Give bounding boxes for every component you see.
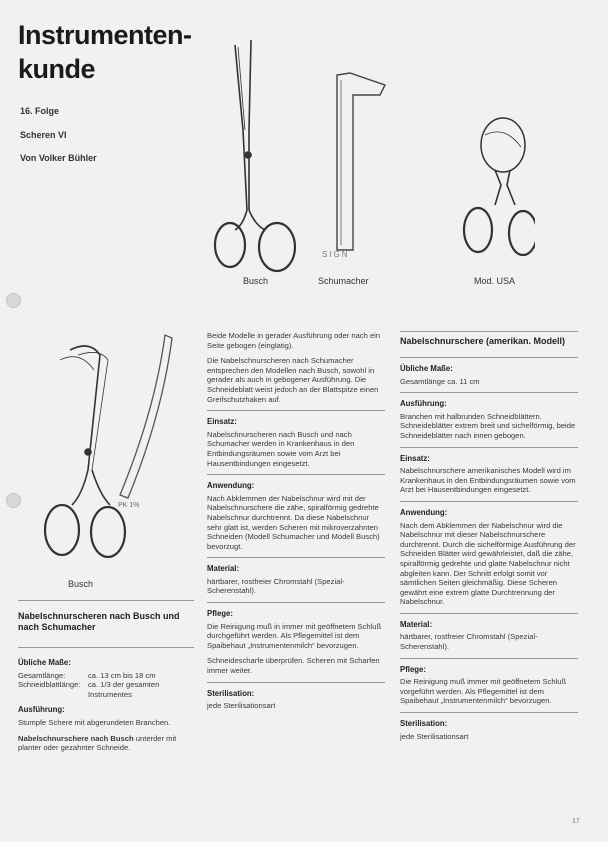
- left-figure-mark: PK 1%: [118, 502, 140, 509]
- scissors-illustration-top: [205, 35, 535, 285]
- busch-curved-scissors-drawing: [45, 346, 125, 557]
- dims-val-2: ca. 1/3 der gesamten Instrumentes: [88, 680, 160, 699]
- left-heading: Nabelschnurscheren nach Busch und nach Schumacher: [18, 611, 180, 632]
- caption-mod-usa: Mod. USA: [474, 276, 516, 286]
- left-rule-mid: [18, 647, 194, 648]
- right-material-heading: Material:: [400, 619, 433, 629]
- mid-p1: Beide Modelle in gerader Ausführung oder nach ein Seite gebogen (einglatig).: [207, 331, 381, 350]
- dims-key-1: Gesamtlänge:: [18, 670, 66, 680]
- mid-pflege-heading: Pflege:: [207, 609, 233, 619]
- mid-steril-heading: Sterilisation:: [207, 688, 255, 698]
- right-rule-1: [400, 357, 578, 358]
- right-column: [400, 331, 578, 747]
- caption-busch-left: Busch: [68, 579, 94, 589]
- title-line-1: Instrumenten-: [18, 20, 192, 50]
- page-title: [18, 18, 192, 86]
- series-number: 16. Folge: [20, 106, 60, 116]
- dims-key-2: Schneidblattlänge:: [18, 680, 81, 690]
- left-rule-top: [18, 600, 194, 601]
- mid-einsatz-text: Nabelschnurscheren nach Busch und nach Schumacher werden in Krankenhaus in den Entbindungsräumen sowie vom Arzt bei Hausentbindungen eingesetzt.: [207, 429, 355, 468]
- right-rule-5: [400, 613, 578, 614]
- caption-busch-top: Busch: [243, 276, 269, 286]
- mid-pflege-text-2: Schneidescharfe überprüfen. Scheren mit Scharfen immer weiter.: [207, 656, 380, 676]
- left-busch-bold: Nabelschnurschere nach Busch: [18, 733, 134, 743]
- left-ausf-text: Stumpfe Schere mit abgerundeten Branchen.: [18, 717, 171, 727]
- right-rule-4: [400, 501, 578, 502]
- left-ausf-heading: Ausführung:: [18, 705, 65, 715]
- title-line-2: kunde: [18, 54, 96, 84]
- mid-rule-1: [207, 410, 385, 411]
- mid-anwendung-heading: Anwendung:: [207, 481, 255, 491]
- right-ausf-heading: Ausführung:: [400, 399, 447, 409]
- right-dims-text: Gesamtlänge ca. 11 cm: [400, 376, 480, 386]
- mid-rule-3: [207, 557, 385, 558]
- right-rule-7: [400, 712, 578, 713]
- left-dims-row-1: [18, 671, 194, 681]
- schumacher-blade-drawing: [337, 73, 385, 250]
- binder-hole-bottom: [6, 493, 21, 508]
- right-heading: Nabelschnurschere (amerikan. Modell): [400, 336, 566, 346]
- subtitle: Scheren VI: [20, 130, 67, 140]
- left-dims-row-2: [18, 680, 194, 699]
- mid-pflege-text: Die Reinigung muß in immer mit geöffnetem Schluß durchgeführt werden. Als Pflegemittel ist dem Spaibehaut „Instrumentenmilch“ bevorzugen.: [207, 621, 382, 650]
- mid-p2-text: Die Nabelschnurscheren nach Schumacher entsprechen den Modellen nach Busch, sowohl in gerader als auch in gebogener Ausführung. Die Schneideblatt weist jedoch an der Blattspitze einen Greifschutzhaken auf.: [207, 356, 379, 404]
- mid-anwendung-text: Nach Abklemmen der Nabelschnur wird mit der Nabelschnurschere die zähe, spiralförmig gedrehte Nabelschnur durchtrennt. Da diese Nabelschnur sehr glatt ist, werden Scheren mit mikroverzahnten Schneiden (Modell Schumacher und Modell Busch) bevorzugt.: [207, 493, 380, 551]
- right-rule-top: [400, 331, 578, 332]
- right-anwendung-text: Nach dem Abklemmen der Nabelschnur wird die Nabelschnur mit dieser Nabelschnurschere durchtrennt. Durch die sichelförmige Ausführung der Schneiden Blätter wird gewährleistet, daß die zähe, spiralförmig gedrehte und glatte Nabelschnur nicht abgleiten kann. Der Schnitt erfolgt somit vor sämtlichen Seiten gleichmäßig. Diese Scheren gewährt eine extrem glatte Durchtrennung der Nabelschnur.: [400, 520, 576, 607]
- right-rule-3: [400, 447, 578, 448]
- right-dims-heading: Übliche Maße:: [400, 364, 453, 373]
- mid-material-heading: Material:: [207, 564, 240, 574]
- left-column: [18, 600, 194, 753]
- right-ausf-text: Branchen mit halbrunden Schneidblättern. Schneideblätter extrem breit und sichelförmig, beide Schneideblätter nach innen gebogen.: [400, 411, 576, 440]
- right-material-text: härtbarer, rostfreier Chromstahl (Spezial-Scherenstahl).: [400, 632, 538, 652]
- left-busch-paragraph: [18, 734, 194, 753]
- right-einsatz-heading: Einsatz:: [400, 453, 430, 463]
- right-pflege-text: Die Reinigung muß immer mit geöffnetem Schluß vorgeführt werden. Als Pflegemittel ist dem Spaibehaut „Instrumentenmilch“ bevorzugen.: [400, 677, 567, 706]
- right-pflege-heading: Pflege:: [400, 664, 426, 674]
- mid-rule-2: [207, 474, 385, 475]
- dims-val-1: ca. 13 cm bis 18 cm: [88, 670, 156, 680]
- mid-material-text: härtbarer, rostfreier Chromstahl (Spezial-Scherenstahl).: [207, 576, 345, 596]
- caption-schumacher: Schumacher: [318, 276, 369, 286]
- mid-p2: [207, 356, 385, 404]
- mid-steril-text: jede Sterilisationsart: [207, 701, 276, 711]
- binder-hole-top: [6, 293, 21, 308]
- mid-einsatz-heading: Einsatz:: [207, 417, 237, 427]
- right-steril-text: jede Sterilisationsart: [400, 731, 469, 741]
- left-dims-heading: Übliche Maße:: [18, 658, 71, 667]
- right-anwendung-heading: Anwendung:: [400, 507, 448, 517]
- right-rule-2: [400, 392, 578, 393]
- scissors-illustration-left: [30, 330, 180, 580]
- busch-scissors-drawing: [215, 40, 295, 271]
- mid-rule-5: [207, 682, 385, 683]
- right-steril-heading: Sterilisation:: [400, 719, 448, 729]
- page-number: 17: [572, 818, 580, 825]
- mid-rule-4: [207, 602, 385, 603]
- author-line: Von Volker Bühler: [20, 153, 97, 163]
- usa-scissors-drawing: [464, 118, 535, 255]
- right-einsatz-text: Nabelschnurschere amerikanisches Modell wird im Krankenhaus in den Entbindungsräumen sowie vom Arzt bei Hausentbindungen eingesetzt.: [400, 466, 576, 495]
- middle-column: [207, 331, 385, 717]
- right-rule-6: [400, 658, 578, 659]
- schumacher-curved-blade-drawing: [120, 335, 172, 498]
- left-busch-text: unterder mit planter oder gezahnter Schneide.: [18, 733, 177, 753]
- mark-under-schumacher: SIGN: [322, 250, 350, 259]
